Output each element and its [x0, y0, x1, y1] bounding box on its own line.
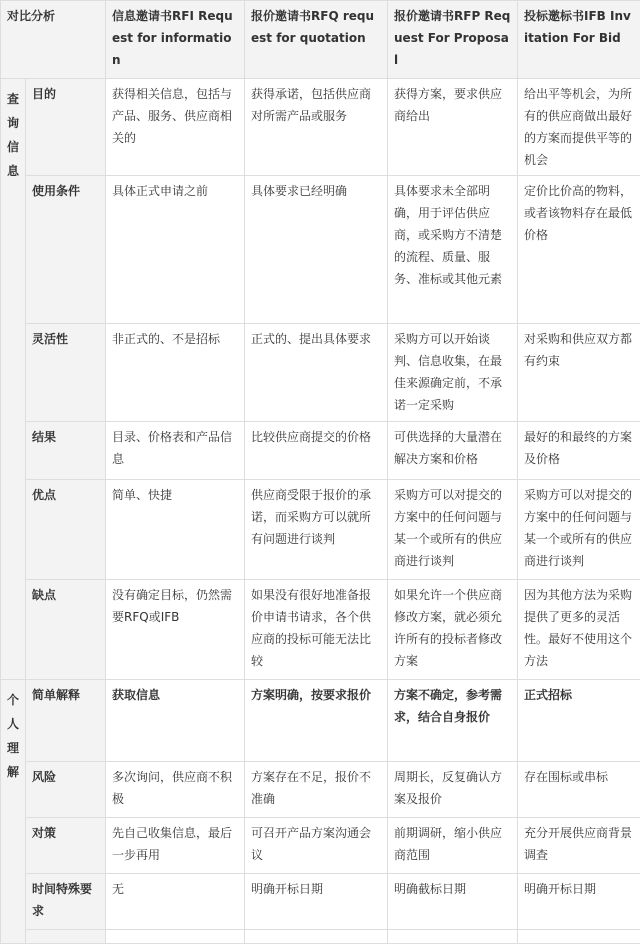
cell: 获得相关信息，包括与产品、服务、供应商相关的: [106, 79, 245, 176]
table-row: [1, 580, 640, 680]
cell: 方案明确，按要求报价: [245, 680, 388, 762]
cell: 方案不确定，参考需求，结合自身报价: [388, 680, 518, 762]
cell: 获取信息: [106, 680, 245, 762]
header-rfp: 报价邀请书RFP Request For Proposal: [388, 1, 518, 79]
cell: 给出平等机会，为所有的供应商做出最好的方案而提供平等的机会: [518, 79, 640, 176]
cell: 采购方可以开始谈判、信息收集，在最佳来源确定前，不承诺一定采购: [388, 324, 518, 422]
cell: 具体要求已经明确: [245, 176, 388, 324]
cell: 多次询问，供应商不积极: [106, 762, 245, 818]
table-row: [1, 818, 640, 874]
cell: 方案存在不足，报价不准确: [245, 762, 388, 818]
row-label: 目的: [26, 79, 106, 176]
cell: 可供选择的大量潜在解决方案和价格: [388, 422, 518, 480]
cell: 明确开标日期: [518, 874, 640, 930]
cell: 非正式的、不是招标: [106, 324, 245, 422]
cell: 如果允许一个供应商修改方案，就必须允许所有的投标者修改方案: [388, 580, 518, 680]
cell: 最好的和最终的方案及价格: [518, 422, 640, 480]
cell: 先自己收集信息，最后一步再用: [106, 818, 245, 874]
cell: 明确截标日期: [388, 874, 518, 930]
empty-cell: [245, 930, 388, 944]
row-label: 对策: [26, 818, 106, 874]
row-label: 结果: [26, 422, 106, 480]
row-label: 使用条件: [26, 176, 106, 324]
row-label: 优点: [26, 480, 106, 580]
section-label-personal: 个人理解: [1, 680, 26, 944]
cell: 如果没有很好地准备报价申请书请求，各个供应商的投标可能无法比较: [245, 580, 388, 680]
cell: 正式招标: [518, 680, 640, 762]
table-row: [1, 680, 640, 762]
table-row: [1, 324, 640, 422]
empty-cell: [518, 930, 640, 944]
cell: 正式的、提出具体要求: [245, 324, 388, 422]
cell: 定价比价高的物料，或者该物料存在最低价格: [518, 176, 640, 324]
table-row: [1, 762, 640, 818]
cell: 无: [106, 874, 245, 930]
cell: 没有确定目标，仍然需要RFQ或IFB: [106, 580, 245, 680]
cell: 存在围标或串标: [518, 762, 640, 818]
table-row: [1, 874, 640, 930]
cell: 可召开产品方案沟通会议: [245, 818, 388, 874]
cell: 采购方可以对提交的方案中的任何问题与某一个或所有的供应商进行谈判: [518, 480, 640, 580]
header-rfq: 报价邀请书RFQ request for quotation: [245, 1, 388, 79]
cell: 具体正式申请之前: [106, 176, 245, 324]
empty-cell: [106, 930, 245, 944]
cell: 明确开标日期: [245, 874, 388, 930]
cell: 周期长，反复确认方案及报价: [388, 762, 518, 818]
cell: 对采购和供应双方都有约束: [518, 324, 640, 422]
cell: 简单、快捷: [106, 480, 245, 580]
cell: 充分开展供应商背景调查: [518, 818, 640, 874]
header-ifb: 投标邀标书IFB Invitation For Bid: [518, 1, 640, 79]
table-row: [1, 480, 640, 580]
row-label: 缺点: [26, 580, 106, 680]
header-rfi: 信息邀请书RFI Request for information: [106, 1, 245, 79]
empty-cell: [388, 930, 518, 944]
section-label-query: 查询信息: [1, 79, 26, 680]
cell: 比较供应商提交的价格: [245, 422, 388, 480]
cell: 获得方案，要求供应商给出: [388, 79, 518, 176]
cell: 前期调研，缩小供应商范围: [388, 818, 518, 874]
row-label: 风险: [26, 762, 106, 818]
cell: 具体要求未全部明确，用于评估供应商，或采购方不清楚的流程、质量、服务、准标或其他元素: [388, 176, 518, 324]
header-row: [1, 1, 640, 79]
cell: 获得承诺，包括供应商对所需产品或服务: [245, 79, 388, 176]
table-row: [1, 422, 640, 480]
row-label: 简单解释: [26, 680, 106, 762]
cell: 采购方可以对提交的方案中的任何问题与某一个或所有的供应商进行谈判: [388, 480, 518, 580]
row-label: 时间特殊要求: [26, 874, 106, 930]
empty-cell: [26, 930, 106, 944]
table-row-empty: [1, 930, 640, 944]
cell: 供应商受限于报价的承诺，而采购方可以就所有问题进行谈判: [245, 480, 388, 580]
table-row: [1, 79, 640, 176]
table-row: [1, 176, 640, 324]
row-label: 灵活性: [26, 324, 106, 422]
cell: 因为其他方法为采购提供了更多的灵活性。最好不使用这个方法: [518, 580, 640, 680]
cell: 目录、价格表和产品信息: [106, 422, 245, 480]
corner-cell: 对比分析: [1, 1, 106, 79]
